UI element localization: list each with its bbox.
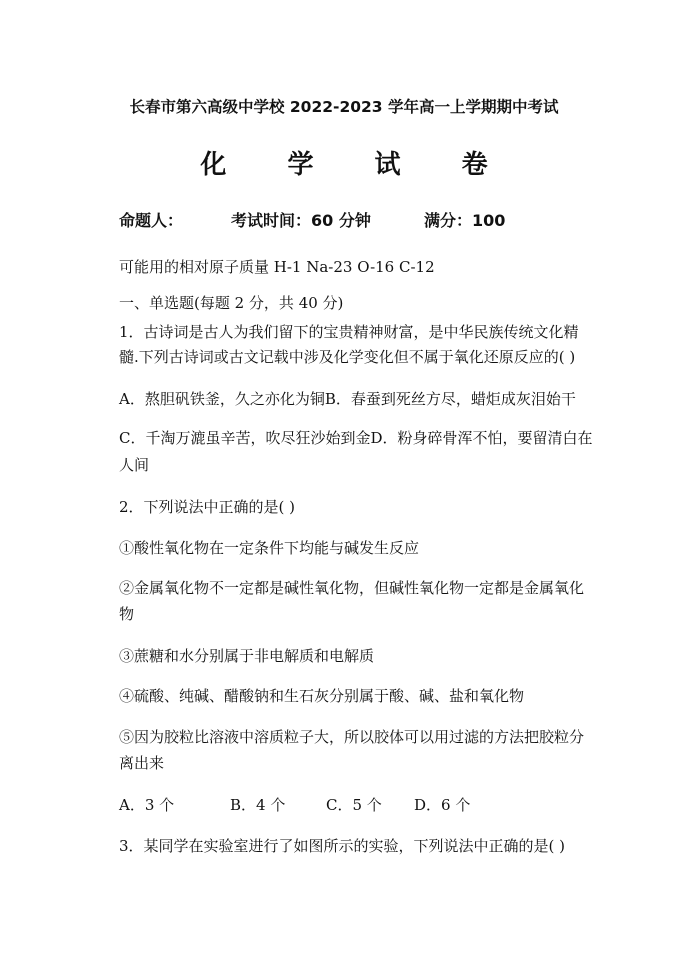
q2-option-a: A．3 个 (119, 796, 175, 814)
q2-statement-1: ①酸性氧化物在一定条件下均能与碱发生反应 (119, 539, 420, 557)
q1-options-ab: A．熬胆矾铁釜，久之亦化为铜B．春蚕到死丝方尽，蜡炬成灰泪始干 (119, 390, 576, 408)
score-label: 满分：100 (424, 211, 506, 230)
q1-options-cd-line1: C．千淘万漉虽辛苦，吹尽狂沙始到金D．粉身碎骨浑不怕，要留清白在 (119, 429, 593, 447)
atomic-mass-line: 可能用的相对原子质量 H-1 Na-23 O-16 C-12 (119, 258, 435, 276)
q2-option-b: B．4 个 (230, 796, 286, 814)
q2-statement-5-line1: ⑤因为胶粒比溶液中溶质粒子大，所以胶体可以用过滤的方法把胶粒分 (119, 728, 585, 746)
setter-label: 命题人： (119, 211, 184, 230)
q1-stem-line1: 1．古诗词是古人为我们留下的宝贵精神财富，是中华民族传统文化精 (119, 323, 579, 341)
q1-options-cd-line2: 人间 (119, 456, 150, 474)
q2-statement-2-line2: 物 (119, 605, 135, 623)
q2-option-d: D．6 个 (414, 796, 471, 814)
q2-statement-4: ④硫酸、纯碱、醋酸钠和生石灰分别属于酸、碱、盐和氧化物 (119, 687, 525, 705)
q2-stem: 2．下列说法中正确的是( ) (119, 498, 296, 516)
school-exam-line: 长春市第六高级中学校 2022-2023 学年高一上学期期中考试 (129, 98, 559, 116)
q3-stem: 3．某同学在实验室进行了如图所示的实验，下列说法中正确的是( ) (119, 837, 566, 855)
q2-statement-2-line1: ②金属氧化物不一定都是碱性氧化物，但碱性氧化物一定都是金属氧化 (119, 579, 585, 597)
time-label: 考试时间：60 分钟 (231, 211, 371, 230)
section-heading: 一、单选题(每题 2 分，共 40 分) (119, 294, 344, 312)
q1-stem-line2: 髓.下列古诗词或古文记载中涉及化学变化但不属于氧化还原反应的( ) (119, 348, 576, 366)
q2-statement-5-line2: 离出来 (119, 754, 165, 772)
q2-option-c: C．5 个 (326, 796, 382, 814)
page-title: 化 学 试 卷 (200, 150, 514, 180)
q2-statement-3: ③蔗糖和水分别属于非电解质和电解质 (119, 647, 375, 665)
